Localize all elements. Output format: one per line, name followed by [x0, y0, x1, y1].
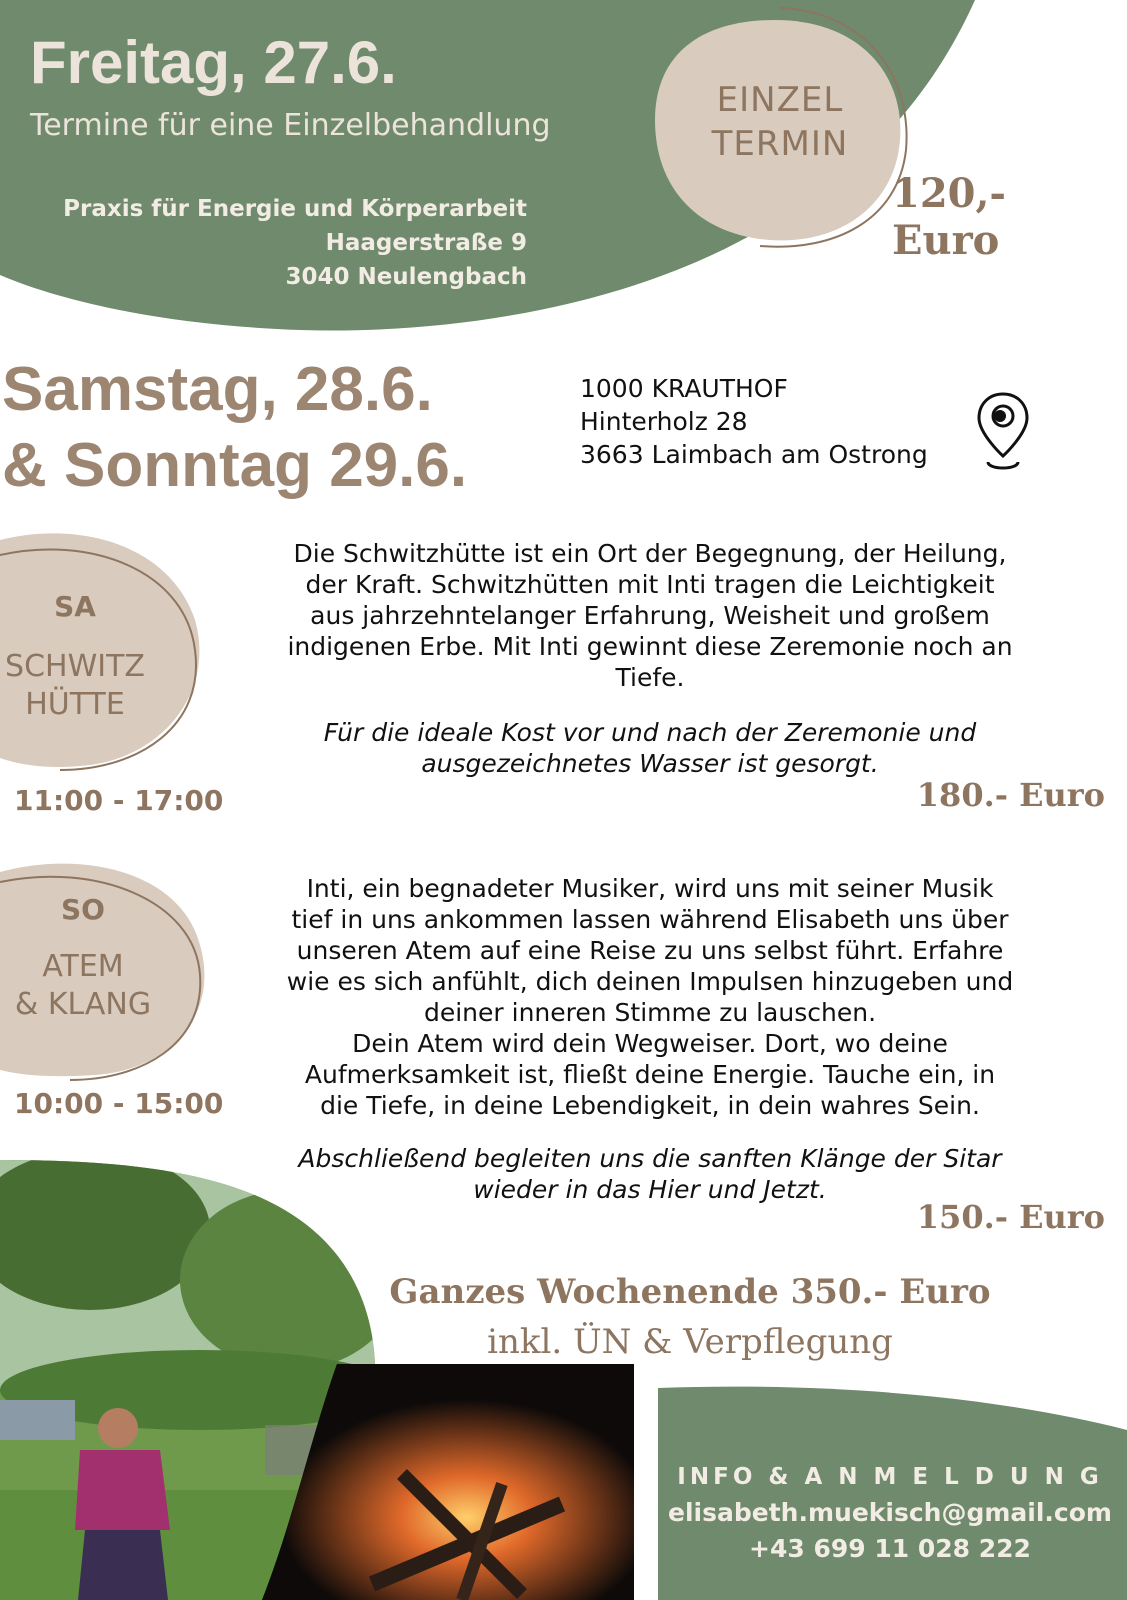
text-line: Abschließend begleiten uns die sanften Klänge der Sitar — [298, 1144, 1002, 1173]
einzel-badge-label — [660, 78, 900, 166]
friday-address — [63, 192, 527, 294]
friday-subtitle: Termine für eine Einzelbehandlung — [30, 108, 551, 143]
einzel-price: 120,- Euro — [892, 170, 1007, 264]
text-line: tief in uns ankommen lassen während Elisabeth uns über — [291, 905, 1009, 934]
friday-address-line: 3040 Neulengbach — [285, 264, 527, 290]
venue-address-line: 1000 KRAUTHOF — [580, 374, 788, 403]
weekend-title — [2, 352, 467, 504]
text-line: der Kraft. Schwitzhütten mit Inti tragen die Leichtigkeit — [305, 570, 995, 599]
saturday-price: 180.- Euro — [916, 776, 1105, 814]
friday-address-line: Haagerstraße 9 — [325, 230, 527, 256]
text-line: die Tiefe, in deine Lebendigkeit, in dein wahres Sein. — [320, 1091, 980, 1120]
weekend-title-line: & Sonntag 29.6. — [2, 431, 468, 500]
sunday-time: 10:00 - 15:00 — [14, 1087, 224, 1120]
einzel-badge-line: TERMIN — [711, 124, 849, 164]
einzel-badge-line: EINZEL — [716, 80, 844, 120]
contact-phone[interactable]: +43 699 11 028 222 — [749, 1534, 1031, 1563]
text-line: Aufmerksamkeit ist, fließt deine Energie. Tauche ein, in — [304, 1060, 996, 1089]
weekend-title-line: Samstag, 28.6. — [2, 355, 433, 424]
saturday-day: SA — [54, 590, 96, 623]
saturday-note — [250, 717, 1050, 779]
contact-email[interactable]: elisabeth.muekisch@gmail.com — [668, 1498, 1112, 1527]
venue-address — [580, 372, 928, 471]
text-line: Dein Atem wird dein Wegweiser. Dort, wo deine — [352, 1029, 948, 1058]
venue-address-line: 3663 Laimbach am Ostrong — [580, 440, 928, 469]
sunday-price: 150.- Euro — [916, 1198, 1105, 1236]
text-line: indigenen Erbe. Mit Inti gewinnt diese Zeremonie noch an — [287, 632, 1013, 661]
text-line: aus jahrzehntelanger Erfahrung, Weisheit und großem — [310, 601, 990, 630]
text-line: deiner inneren Stimme zu lauschen. — [423, 998, 877, 1027]
saturday-time: 11:00 - 17:00 — [14, 784, 224, 817]
text-line: Tiefe. — [615, 663, 685, 692]
sunday-label — [8, 948, 158, 1024]
venue-address-line: Hinterholz 28 — [580, 407, 748, 436]
saturday-label — [0, 648, 150, 724]
location-pin-icon — [976, 390, 1030, 474]
friday-title: Freitag, 27.6. — [30, 29, 397, 96]
sunday-description — [250, 873, 1050, 1121]
friday-address-line: Praxis für Energie und Körperarbeit — [63, 196, 527, 222]
text-line: wie es sich anfühlt, dich deinen Impulsen hinzugeben und — [286, 967, 1014, 996]
text-line: Inti, ein begnadeter Musiker, wird uns mit seiner Musik — [306, 874, 994, 903]
weekend-total-price: Ganzes Wochenende 350.- Euro — [389, 1272, 991, 1312]
text-line: Für die ideale Kost vor und nach der Zeremonie und — [323, 718, 977, 747]
text-line: ausgezeichnetes Wasser ist gesorgt. — [421, 749, 879, 778]
saturday-label-line: HÜTTE — [25, 687, 125, 722]
sunday-day: SO — [61, 893, 105, 926]
weekend-includes: inkl. ÜN & Verpflegung — [487, 1322, 893, 1362]
text-line: Die Schwitzhütte ist ein Ort der Begegnung, der Heilung, — [293, 539, 1007, 568]
fire-photo — [262, 1364, 634, 1600]
saturday-label-line: SCHWITZ — [5, 649, 145, 684]
sunday-label-line: ATEM — [42, 949, 124, 984]
sunday-label-line: & KLANG — [14, 987, 152, 1022]
text-line: wieder in das Hier und Jetzt. — [473, 1175, 827, 1204]
sunday-note — [250, 1143, 1050, 1205]
bottom-green-panel — [658, 1387, 1127, 1600]
saturday-description — [250, 538, 1050, 693]
info-heading: INFO & A N M E L D U N G — [677, 1464, 1103, 1490]
text-line: unseren Atem auf eine Reise zu uns selbst führt. Erfahre — [296, 936, 1004, 965]
